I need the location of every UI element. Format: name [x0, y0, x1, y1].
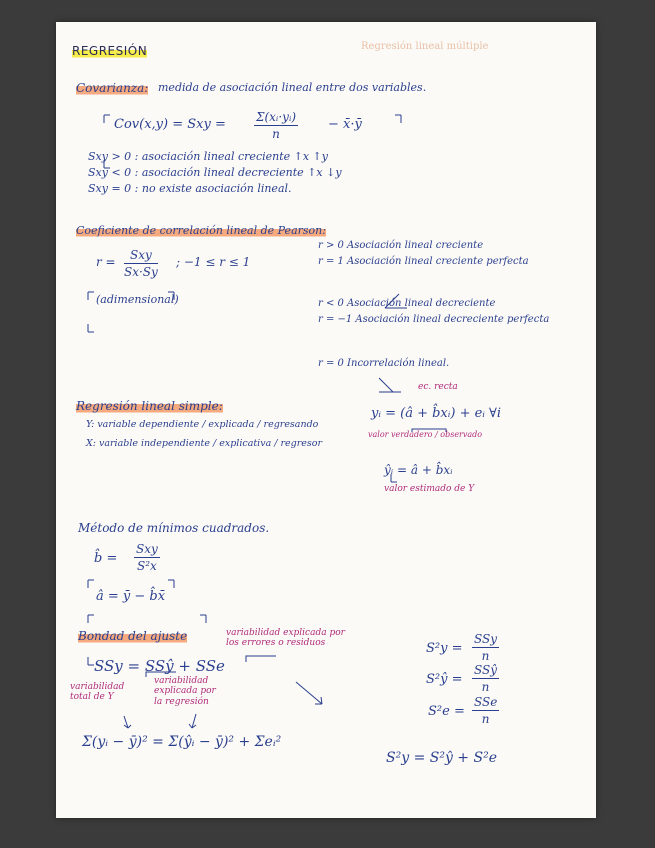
pearson-r-numerator: Sxy: [124, 248, 158, 264]
least-squares-b-lhs: b̂ =: [94, 551, 118, 566]
least-squares-b-fraction: [134, 542, 160, 573]
least-squares-b-denominator: S²x: [136, 559, 157, 573]
pearson-r-label: r =: [96, 255, 116, 269]
covariance-sum-fraction: [254, 110, 298, 141]
pearson-r-denominator: Sx·Sy: [124, 265, 158, 279]
variance-yhat-numerator: SSŷ: [474, 663, 498, 677]
goodness-ss-equation: SSy = SSŷ + SSe: [94, 657, 225, 675]
simple-model-equation: yᵢ = (â + b̂xᵢ) + eᵢ ∀i: [371, 406, 502, 421]
variance-yhat-denominator: n: [481, 680, 490, 694]
variance-e-fraction: [472, 695, 499, 726]
simple-valor-observado-note: valor verdadero / observado: [368, 430, 483, 439]
covariance-case-zero: Sxy = 0 : no existe asociación lineal.: [88, 182, 292, 195]
variance-yhat-fraction: [472, 663, 499, 694]
covariance-heading: Covarianza:: [76, 81, 149, 95]
goodness-ssyhat-note: variabilidad explicada por la regresión: [154, 676, 216, 707]
goodness-heading: Bondad del ajuste: [78, 629, 188, 643]
simple-y-description: Y: variable dependiente / explicada / regresando: [86, 419, 319, 430]
least-squares-b-numerator: Sxy: [136, 542, 158, 556]
least-squares-heading: Método de mínimos cuadrados.: [78, 521, 270, 535]
covariance-formula-tail: − x̄·ȳ: [328, 117, 362, 132]
pearson-r-fraction: [124, 248, 158, 279]
least-squares-a-formula: â = ȳ − b̂x̄: [96, 589, 166, 604]
variance-e-denominator: n: [481, 712, 490, 726]
goodness-sum-equation: Σ(yᵢ − ȳ)² = Σ(ŷᵢ − ȳ)² + Σeᵢ²: [82, 734, 282, 750]
pearson-case-perfect-positive: r = 1 Asociación lineal creciente perfecta: [318, 256, 529, 267]
variance-sum-equation: S²y = S²ŷ + S²e: [386, 750, 497, 766]
covariance-case-positive: Sxy > 0 : asociación lineal creciente ↑x ↑y: [88, 150, 328, 163]
pearson-case-perfect-negative: r = −1 Asociación lineal decreciente perfecta: [318, 314, 550, 325]
simple-ec-recta-note: ec. recta: [418, 382, 458, 392]
pearson-note: (adimensional): [96, 293, 179, 306]
goodness-ssy-note: variabilidad total de Y: [70, 682, 125, 703]
simple-x-description: X: variable independiente / explicativa / regresor: [86, 438, 323, 449]
simple-regression-heading: Regresión lineal simple:: [76, 399, 223, 413]
goodness-sse-note: variabilidad explicada por los errores o residuos: [226, 628, 345, 649]
pearson-case-negative: r < 0 Asociación lineal decreciente: [318, 298, 496, 309]
variance-y-denominator: n: [481, 649, 490, 663]
covariance-sum-denominator: n: [272, 127, 280, 141]
variance-yhat-lhs: S²ŷ =: [426, 672, 463, 687]
notebook-page: [56, 22, 596, 818]
variance-y-numerator: SSy: [474, 632, 498, 646]
covariance-description: medida de asociación lineal entre dos variables.: [158, 81, 427, 94]
covariance-formula-lhs: Cov(x,y) = Sxy =: [114, 117, 226, 132]
variance-y-lhs: S²y =: [426, 641, 463, 656]
pearson-case-positive: r > 0 Asociación lineal creciente: [318, 240, 484, 251]
variance-y-fraction: [472, 632, 499, 663]
variance-e-lhs: S²e =: [428, 704, 465, 719]
pearson-heading: Coeficiente de correlación lineal de Pearson:: [76, 224, 326, 237]
simple-valor-estimado-note: valor estimado de Y: [384, 484, 475, 494]
faded-header: Regresión lineal múltiple: [361, 41, 489, 52]
page-title: REGRESIÓN: [72, 44, 148, 58]
pearson-case-zero: r = 0 Incorrelación lineal.: [318, 358, 450, 369]
pearson-range: ; −1 ≤ r ≤ 1: [176, 255, 251, 269]
simple-estimate-equation: ŷᵢ = â + b̂xᵢ: [384, 463, 453, 477]
variance-e-numerator: SSe: [474, 695, 498, 709]
covariance-case-negative: Sxy < 0 : asociación lineal decreciente ↑x ↓y: [88, 166, 342, 179]
covariance-sum-numerator: Σ(xᵢ·yᵢ): [256, 110, 297, 124]
